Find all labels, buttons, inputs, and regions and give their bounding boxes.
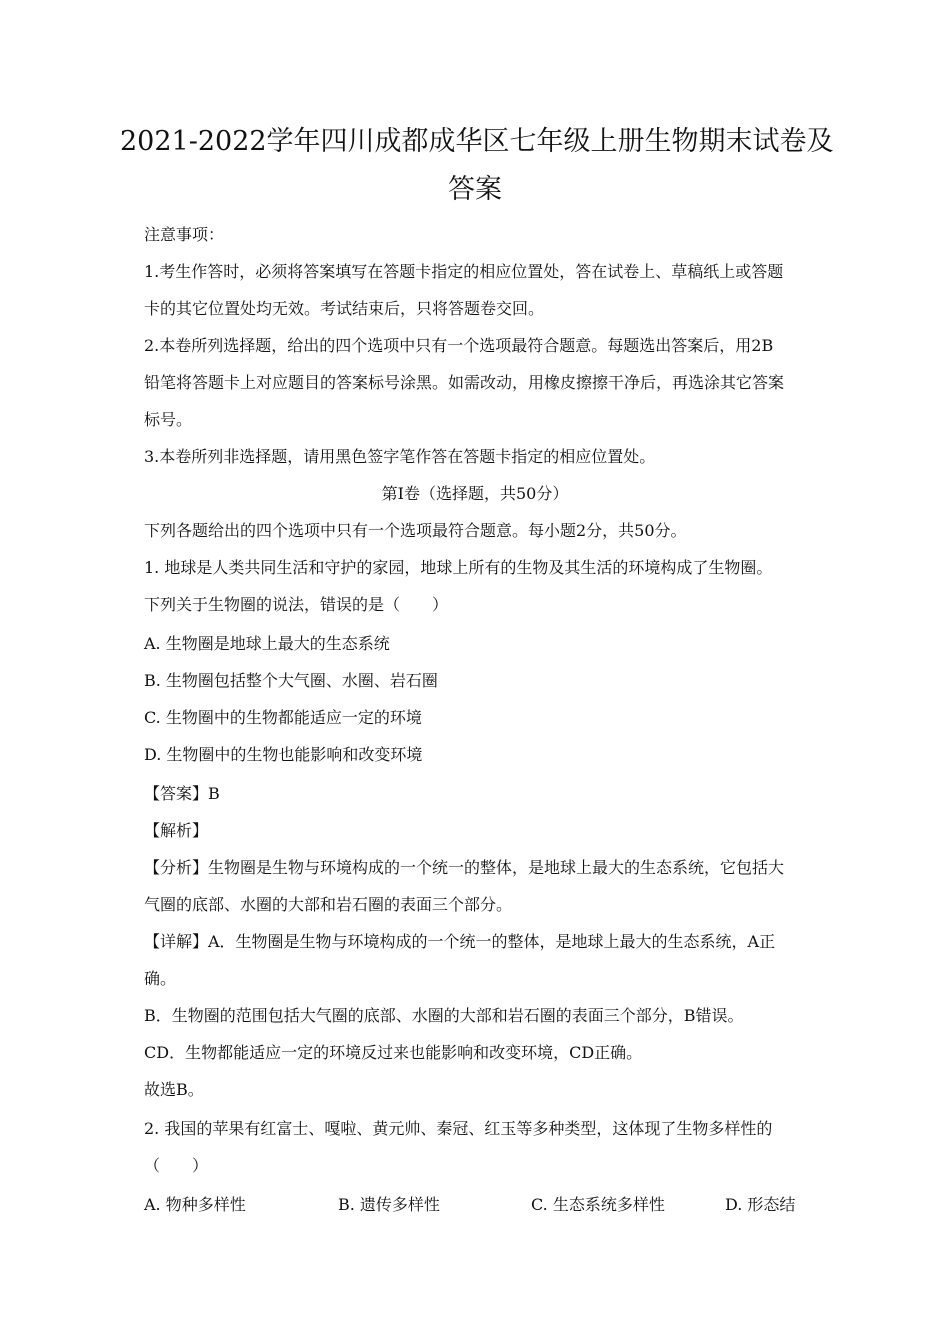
question-1-detail-line-4: CD．生物都能适应一定的环境反过来也能影响和改变环境，CD正确。 xyxy=(144,1043,643,1062)
notice-item-2-line-3: 标号。 xyxy=(144,410,193,429)
question-1-answer: 【答案】B xyxy=(144,784,220,803)
question-1-option-c: C. 生物圈中的生物都能适应一定的环境 xyxy=(144,708,422,727)
question-1-analysis-line-2: 气圈的底部、水圈的大部和岩石圈的表面三个部分。 xyxy=(144,895,513,914)
notice-heading: 注意事项： xyxy=(144,225,225,244)
document-title-line-2: 答案 xyxy=(448,174,502,205)
question-1-stem-line-1: 1. 地球是人类共同生活和守护的家园，地球上所有的生物及其生活的环境构成了生物圈。 xyxy=(144,558,773,577)
question-1-analysis-line-1: 【分析】生物圈是生物与环境构成的一个统一的整体，是地球上最大的生态系统，它包括大 xyxy=(144,858,785,877)
question-1-option-d: D. 生物圈中的生物也能影响和改变环境 xyxy=(144,745,423,764)
question-1-option-b: B. 生物圈包括整个大气圈、水圈、岩石圈 xyxy=(144,671,438,690)
question-1-conclusion: 故选B。 xyxy=(144,1080,204,1099)
section-heading: 第Ⅰ卷（选择题，共50分） xyxy=(381,484,569,503)
notice-item-3: 3.本卷所列非选择题，请用黑色签字笔作答在答题卡指定的相应位置处。 xyxy=(144,447,656,466)
question-1-detail-line-1: 【详解】A．生物圈是生物与环境构成的一个统一的整体，是地球上最大的生态系统，A正 xyxy=(144,932,776,951)
question-2-option-d: D. 形态结 xyxy=(725,1195,796,1214)
document-title-line-1: 2021-2022学年四川成都成华区七年级上册生物期末试卷及 xyxy=(120,126,834,157)
question-2-option-a: A. 物种多样性 xyxy=(144,1195,246,1214)
question-2-option-b: B. 遗传多样性 xyxy=(338,1195,440,1214)
question-2-stem-line-2: （ ） xyxy=(144,1156,209,1175)
question-2-stem-line-1: 2. 我国的苹果有红富士、嘎啦、黄元帅、秦冠、红玉等多种类型，这体现了生物多样性的 xyxy=(144,1119,773,1138)
question-1-detail-line-3: B．生物圈的范围包括大气圈的底部、水圈的大部和岩石圈的表面三个部分，B错误。 xyxy=(144,1006,744,1025)
notice-item-1-line-1: 1.考生作答时，必须将答案填写在答题卡指定的相应位置处，答在试卷上、草稿纸上或答题 xyxy=(144,262,784,281)
question-1-analysis-heading: 【解析】 xyxy=(144,821,209,840)
section-intro: 下列各题给出的四个选项中只有一个选项最符合题意。每小题2分，共50分。 xyxy=(144,521,687,540)
question-1-detail-line-2: 确。 xyxy=(144,969,177,988)
notice-item-2-line-1: 2.本卷所列选择题，给出的四个选项中只有一个选项最符合题意。每题选出答案后，用2B xyxy=(144,336,774,355)
notice-item-2-line-2: 铅笔将答题卡上对应题目的答案标号涂黑。如需改动，用橡皮擦擦干净后，再选涂其它答案 xyxy=(144,373,785,392)
question-2-option-c: C. 生态系统多样性 xyxy=(531,1195,665,1214)
question-1-option-a: A. 生物圈是地球上最大的生态系统 xyxy=(144,634,390,653)
notice-item-1-line-2: 卡的其它位置处均无效。考试结束后，只将答题卷交回。 xyxy=(144,299,545,318)
question-1-stem-line-2: 下列关于生物圈的说法，错误的是（ ） xyxy=(144,595,449,614)
